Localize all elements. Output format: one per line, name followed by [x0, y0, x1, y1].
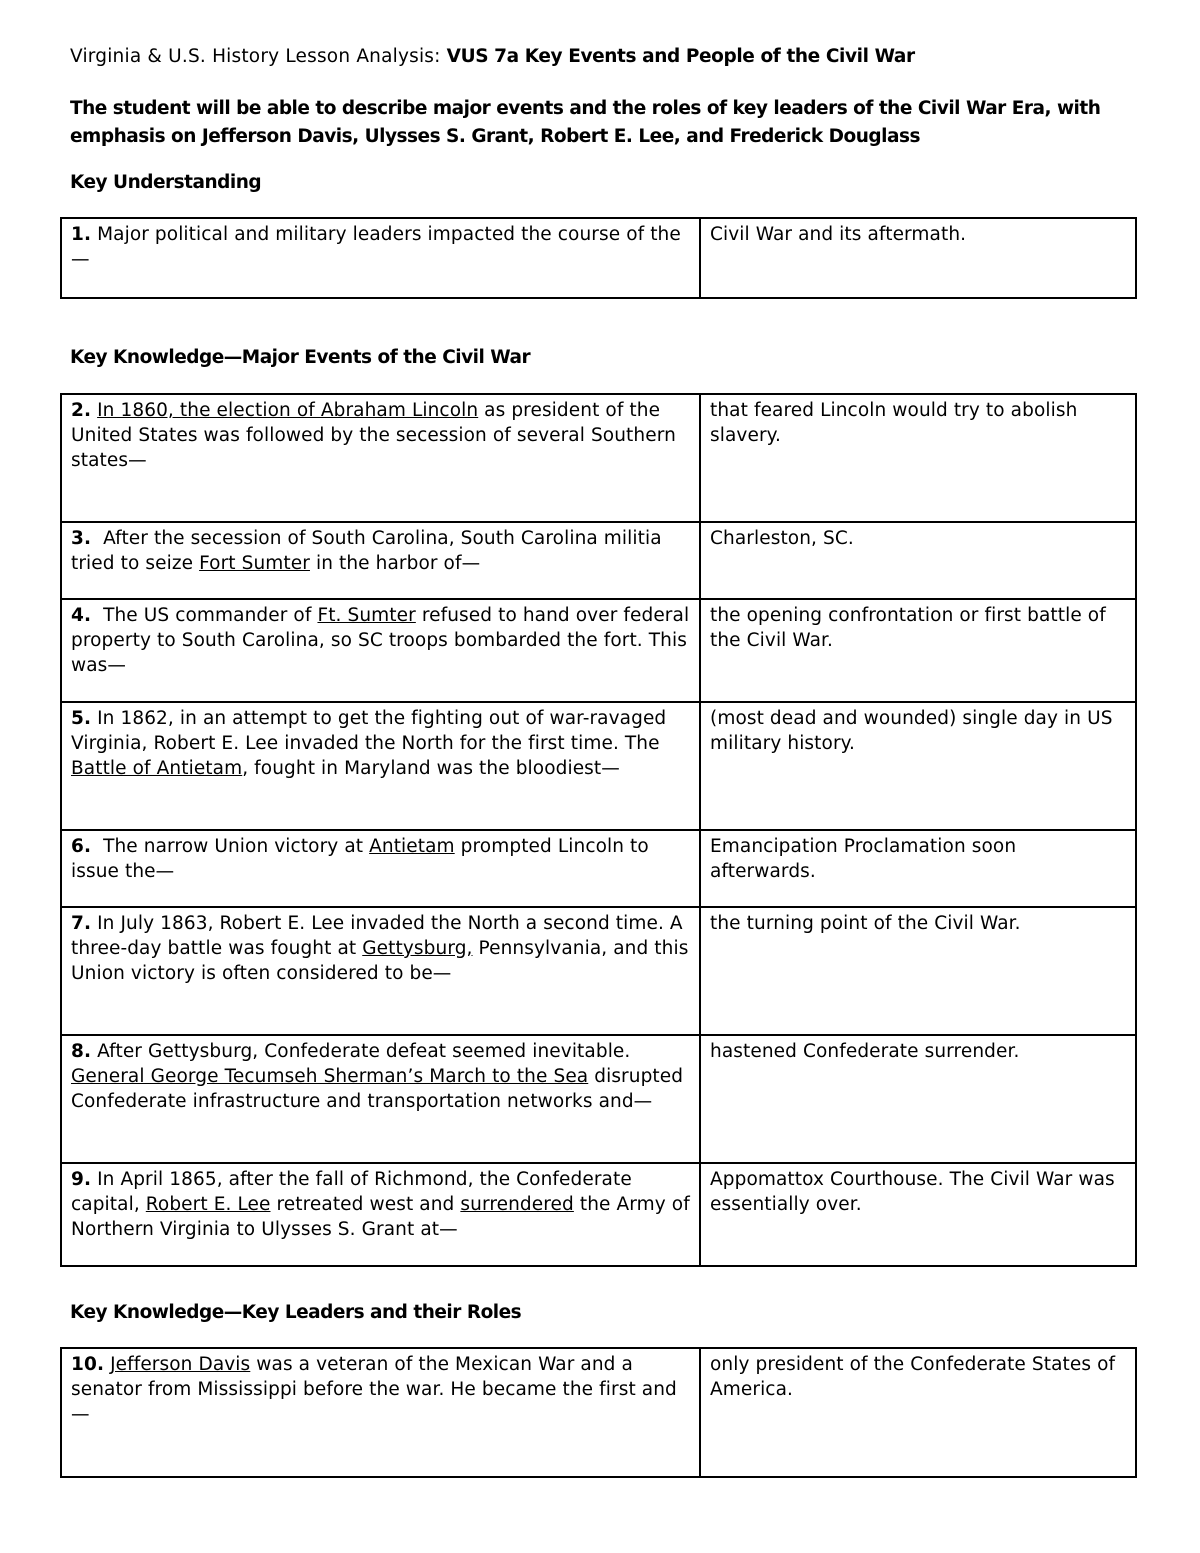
row-5-answer: (most dead and wounded) single day in US military history.: [700, 702, 1136, 830]
row-5-prompt: [61, 702, 700, 830]
row-6-prompt: [61, 830, 700, 907]
table-row: [61, 599, 1136, 702]
row-text: In July 1863, Robert E. Lee invaded the North a second time. A three-day battle was fought at: [71, 913, 683, 959]
row-text: After the secession of South Carolina, South Carolina militia tried to seize: [71, 528, 668, 574]
row-text: Major political and military leaders impacted the course of the—: [71, 224, 681, 270]
heading-key-understanding: Key Understanding: [70, 172, 262, 193]
row-key-term: Antietam: [369, 836, 455, 857]
row-text: disrupted Confederate infrastructure and transportation networks and—: [71, 1066, 684, 1112]
row-number: 6.: [71, 836, 92, 857]
row-8-answer: hastened Confederate surrender.: [700, 1035, 1136, 1163]
row-1-answer: Civil War and its aftermath.: [700, 218, 1136, 298]
row-text: In April 1865, after the fall of Richmond, the Confederate capital,: [71, 1169, 632, 1215]
row-key-term: In 1860, the election of Abraham Lincoln: [97, 400, 479, 421]
row-number: 7.: [71, 913, 92, 934]
row-number: 9.: [71, 1169, 92, 1190]
row-3-answer: Charleston, SC.: [700, 522, 1136, 599]
row-number: 10.: [71, 1354, 105, 1375]
row-1-prompt: [61, 218, 700, 298]
row-text: refused to hand over federal property to South Carolina, so SC troops bombarded the fort. This was—: [71, 605, 690, 676]
row-10-answer: only president of the Confederate States of America.: [700, 1348, 1136, 1477]
major-events-table: [60, 393, 1137, 1267]
row-key-term: surrendered: [460, 1194, 574, 1215]
row-number: 1.: [71, 224, 92, 245]
row-9-prompt: [61, 1163, 700, 1266]
row-3-prompt: [61, 522, 700, 599]
row-number: 4.: [71, 605, 92, 626]
row-text: in the harbor of—: [309, 553, 481, 574]
row-text: the Army of Northern Virginia to Ulysses S. Grant at—: [71, 1194, 690, 1240]
learning-objective: The student will be able to describe major events and the roles of key leaders of the Civil War Era, with emphasis on Jefferson Davis, Ulysses S. Grant, Robert E. Lee, and Frederick Douglass: [70, 98, 1101, 147]
row-2-prompt: [61, 394, 700, 522]
row-8-prompt: [61, 1035, 700, 1163]
row-key-term: Ft. Sumter: [317, 605, 416, 626]
row-text: In 1862, in an attempt to get the fighting out of war-ravaged Virginia, Robert E. Lee invaded the North for the first time. The: [71, 708, 667, 754]
table-row: [61, 830, 1136, 907]
table-row: [61, 218, 1136, 298]
row-10-prompt: [61, 1348, 700, 1477]
table-row: [61, 1163, 1136, 1266]
row-7-answer: the turning point of the Civil War.: [700, 907, 1136, 1035]
row-text: retreated west and: [270, 1194, 461, 1215]
heading-major-events: Key Knowledge—Major Events of the Civil War: [70, 347, 531, 368]
table-row: [61, 394, 1136, 522]
row-key-term: Fort Sumter: [199, 553, 310, 574]
row-key-term: Gettysburg,: [362, 938, 473, 959]
row-text: The US commander of: [91, 605, 318, 626]
row-key-term: Battle of Antietam: [71, 758, 243, 779]
key-leaders-table: [60, 1347, 1137, 1478]
table-row: [61, 702, 1136, 830]
row-4-answer: the opening confrontation or first battle of the Civil War.: [700, 599, 1136, 702]
row-key-term: General George Tecumseh Sherman’s March to the Sea: [71, 1066, 589, 1087]
heading-key-leaders: Key Knowledge—Key Leaders and their Roles: [70, 1302, 522, 1323]
row-number: 8.: [71, 1041, 92, 1062]
row-text: Pennsylvania, and this Union victory is often considered to be—: [71, 938, 689, 984]
row-key-term: Robert E. Lee: [145, 1194, 271, 1215]
table-row: [61, 1348, 1136, 1477]
row-9-answer: Appomattox Courthouse. The Civil War was essentially over.: [700, 1163, 1136, 1266]
title-prefix: Virginia & U.S. History Lesson Analysis:: [70, 46, 447, 67]
row-2-answer: that feared Lincoln would try to abolish slavery.: [700, 394, 1136, 522]
key-understanding-table: [60, 217, 1137, 299]
row-text: was a veteran of the Mexican War and a senator from Mississippi before the war. He became the first and—: [71, 1354, 677, 1425]
table-row: [61, 1035, 1136, 1163]
row-6-answer: Emancipation Proclamation soon afterwards.: [700, 830, 1136, 907]
row-key-term: Jefferson Davis: [110, 1354, 251, 1375]
row-number: 2.: [71, 400, 92, 421]
row-7-prompt: [61, 907, 700, 1035]
row-text: The narrow Union victory at: [91, 836, 370, 857]
page-title: [70, 46, 915, 67]
table-row: [61, 522, 1136, 599]
row-text: After Gettysburg, Confederate defeat seemed inevitable.: [91, 1041, 631, 1062]
row-number: 5.: [71, 708, 92, 729]
row-number: 3.: [71, 528, 92, 549]
row-text: prompted Lincoln to issue the—: [71, 836, 649, 882]
row-text: , fought in Maryland was the bloodiest—: [242, 758, 620, 779]
row-4-prompt: [61, 599, 700, 702]
table-row: [61, 907, 1136, 1035]
title-standard: VUS 7a Key Events and People of the Civil War: [446, 46, 915, 67]
row-text: as president of the United States was followed by the secession of several Southern states—: [71, 400, 676, 471]
